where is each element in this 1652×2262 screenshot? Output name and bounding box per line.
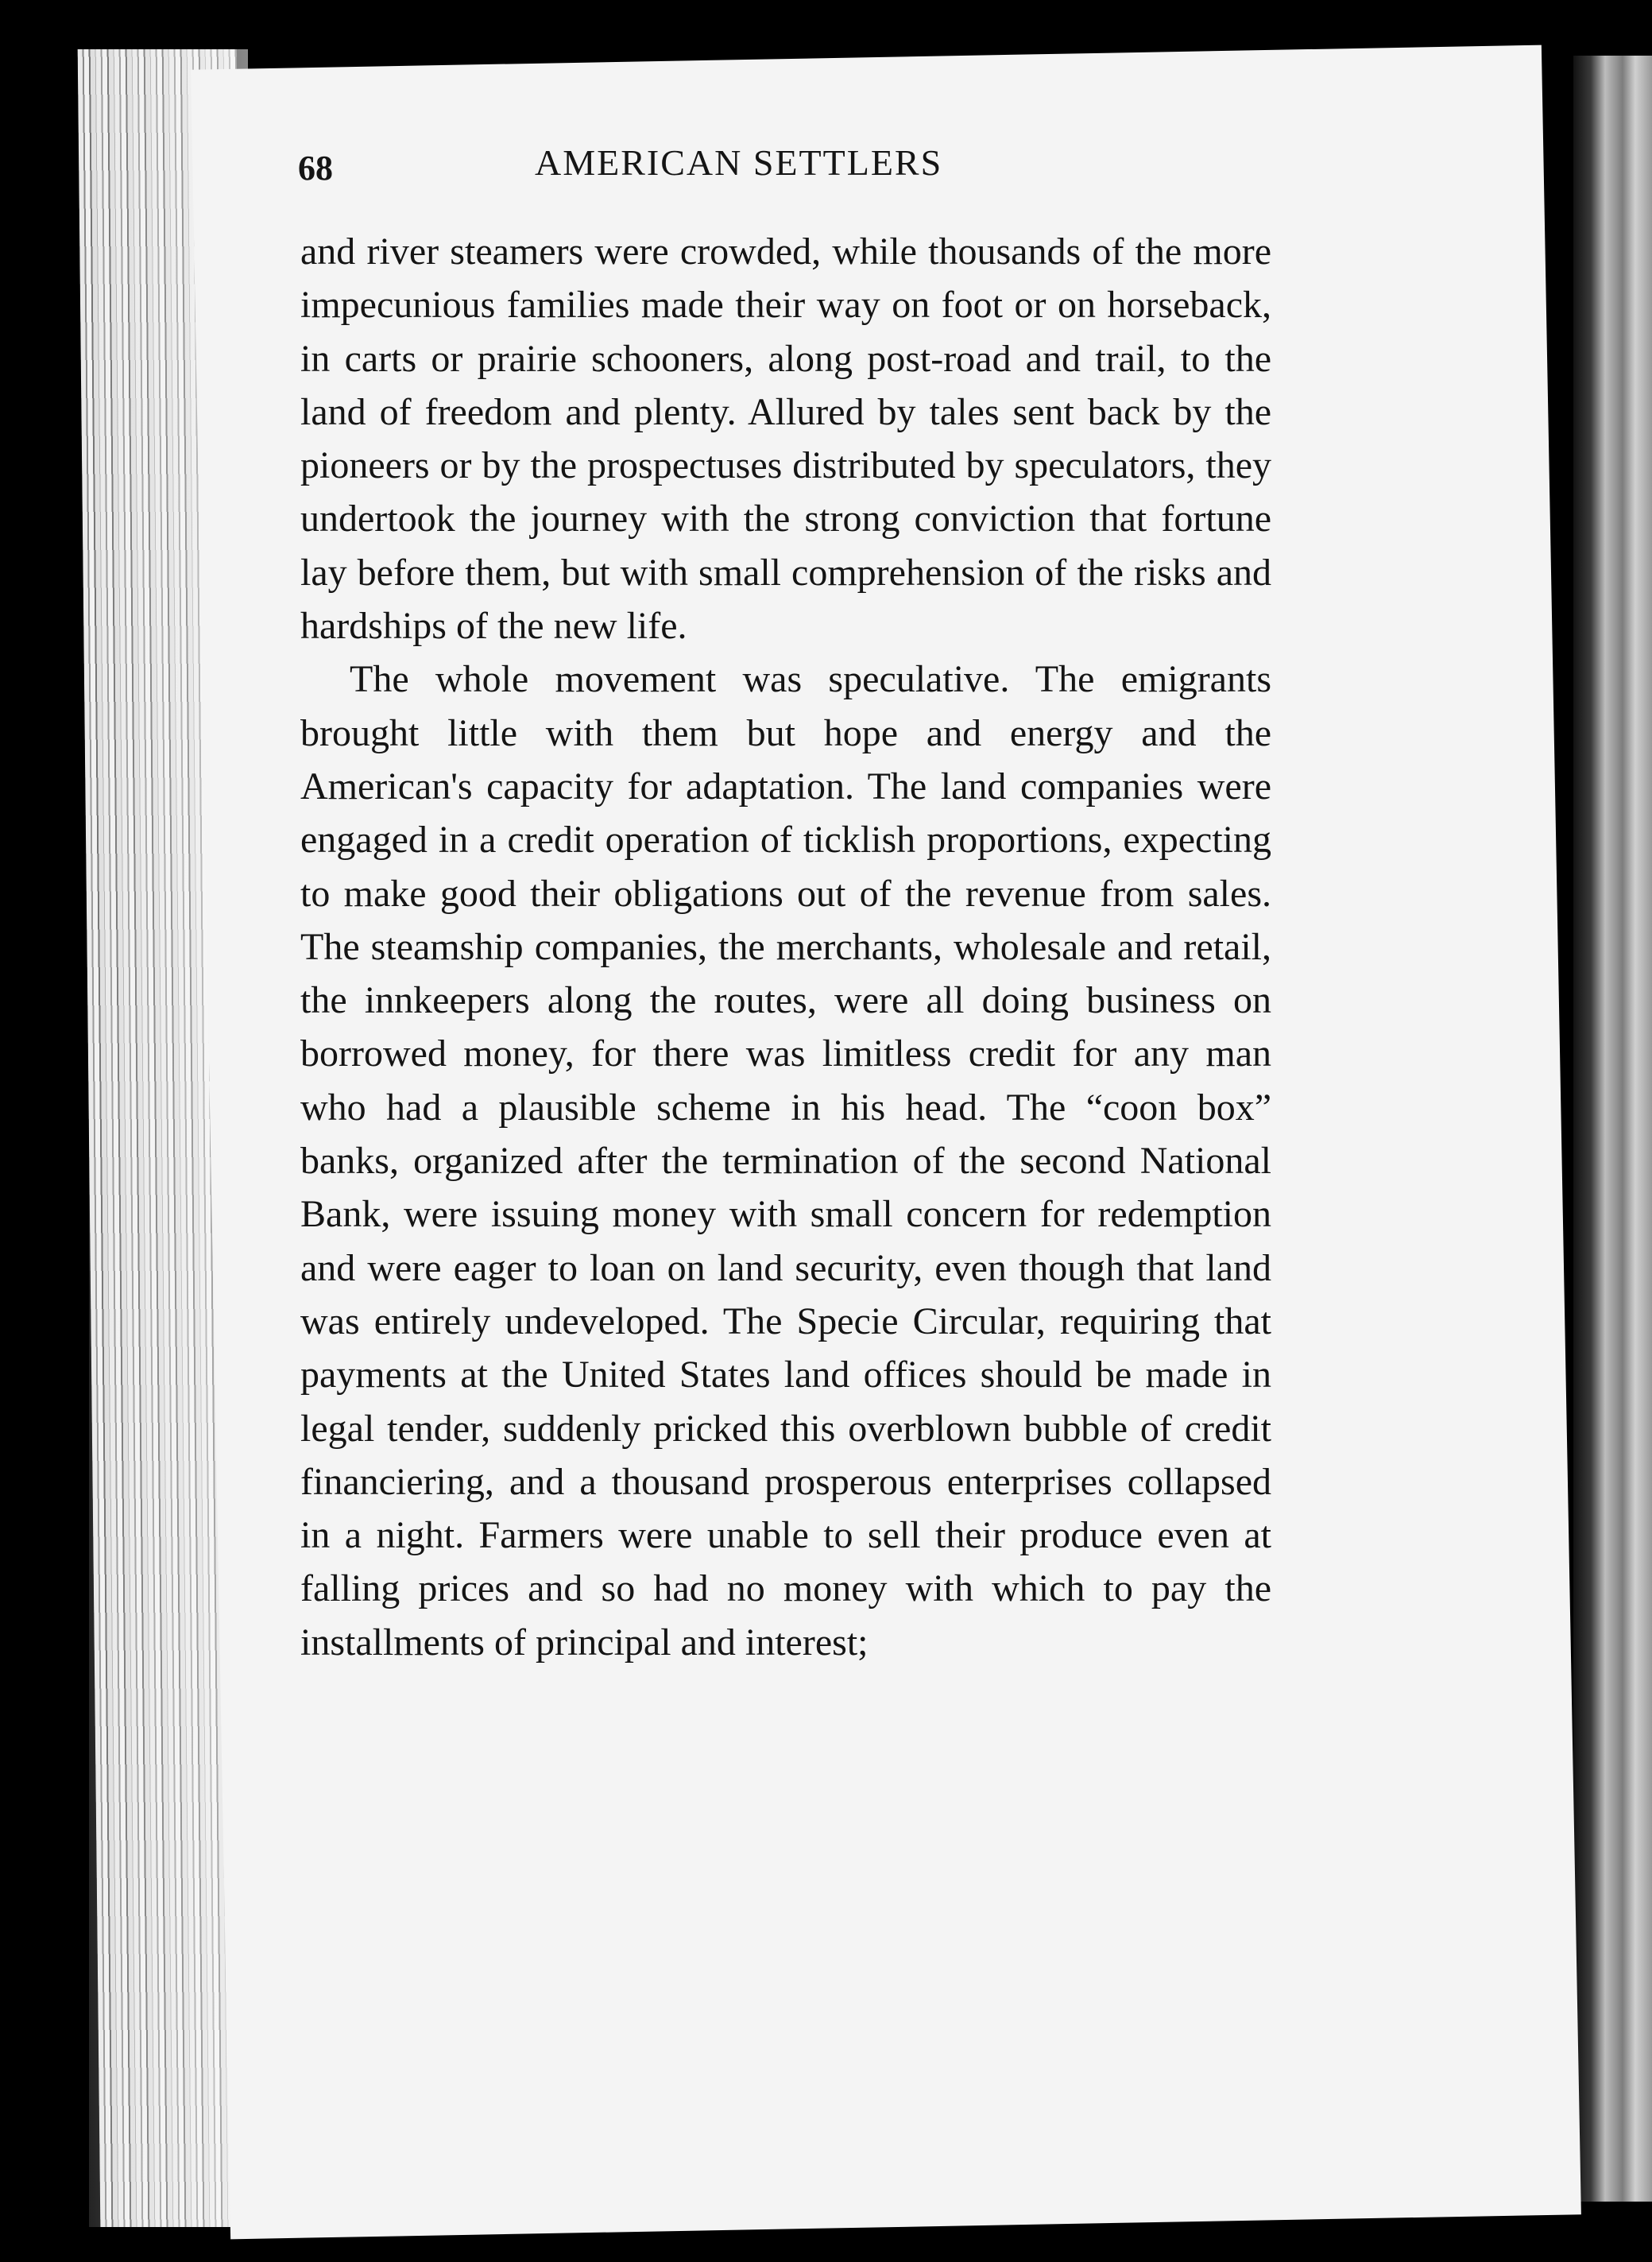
body-text [300,225,1271,1669]
paragraph: The whole movement was speculative. The emigrants brought little with them but hope and energy and the American's capacity for adaptation. The land companies were engaged in a credit operation of ticklish proportions, expecting to make good their obligations out of the revenue from sales. The steamship companies, the merchants, wholesale and retail, the innkeepers along the routes, were all doing business on borrowed money, for there was limitless credit for any man who had a plausible scheme in his head. The “coon box” banks, organized after the termination of the second National Bank, were issuing money with small concern for redemption and were eager to loan on land security, even though that land was entirely undeveloped. The Specie Circular, requiring that payments at the United States land offices should be made in legal tender, suddenly pricked this overblown bubble of credit financiering, and a thousand prosperous enterprises collapsed in a night. Farmers were unable to sell their produce even at falling prices and so had no money with which to pay the installments of principal and interest; [300,658,1271,1664]
page-header [298,141,1093,205]
paragraph: and river steamers were crowded, while thousands of the more impecunious families made their way on foot or on horseback, in carts or prairie schooners, along post-road and trail, to the land of freedom and plenty. Allured by tales sent back by the pioneers or by the prospectuses distributed by speculators, they undertook the journey with the strong conviction that fortune lay before them, but with small comprehension of the risks and hardships of the new life. [300,230,1271,648]
running-title: AMERICAN SETTLERS [535,142,943,183]
book-gutter-shadow [1573,56,1652,2202]
page-number: 68 [298,149,333,188]
